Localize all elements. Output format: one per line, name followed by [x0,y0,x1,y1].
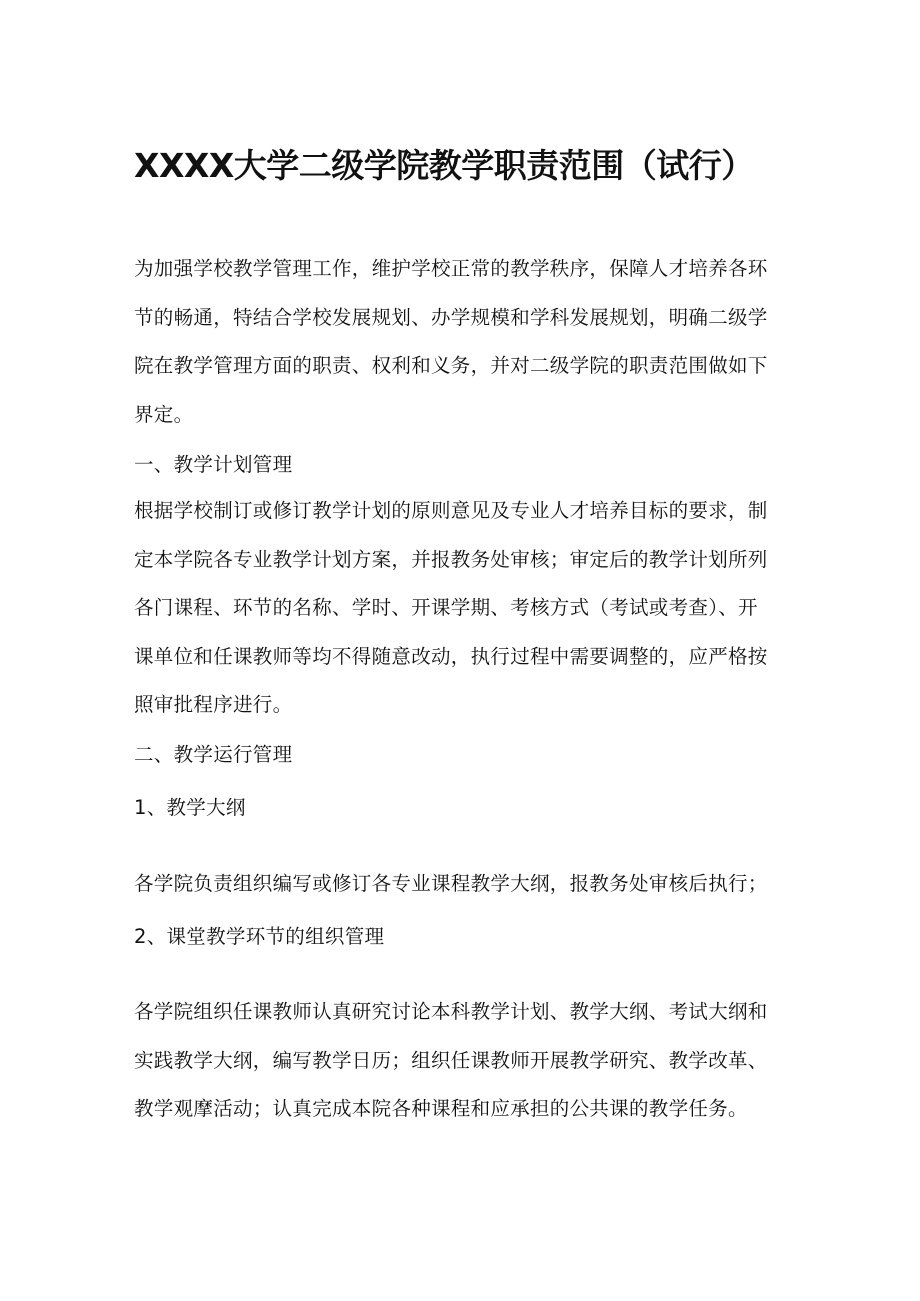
subsection2-paragraph [134,988,794,1134]
section1-line: 各门课程、环节的名称、学时、开课学期、考核方式（考试或考查）、开 [134,596,758,619]
section-heading-teaching-operation: 二、教学运行管理 [134,743,293,766]
subsection-heading-classroom: 2、课堂教学环节的组织管理 [134,925,385,948]
intro-paragraph [134,245,794,439]
intro-line: 为加强学校教学管理工作，维护学校正常的教学秩序，保障人才培养各环 [134,257,768,280]
subsection-heading-syllabus: 1、教学大纲 [134,796,246,819]
subsection2-line: 教学观摩活动；认真完成本院各种课程和应承担的公共课的教学任务。 [134,1097,748,1120]
subsection1-paragraph [134,860,794,909]
intro-line: 院在教学管理方面的职责、权利和义务，并对二级学院的职责范围做如下 [134,354,768,377]
section1-line: 根据学校制订或修订教学计划的原则意见及专业人才培养目标的要求，制 [134,499,768,522]
intro-line: 节的畅通，特结合学校发展规划、办学规模和学科发展规划，明确二级学 [134,305,768,329]
section-heading-teaching-plan: 一、教学计划管理 [134,453,293,476]
section1-line: 定本学院各专业教学计划方案，并报教务处审核；审定后的教学计划所列 [134,547,768,571]
section1-line: 照审批程序进行。 [134,693,293,716]
document-title: XXXX大学二级学院教学职责范围（试行） [134,146,754,185]
section1-paragraph [134,487,794,730]
section1-line: 课单位和任课教师等均不得随意改动，执行过程中需要调整的，应严格按 [134,644,768,668]
subsection2-line: 实践教学大纲，编写教学日历；组织任课教师开展教学研究、教学改革、 [134,1048,768,1072]
intro-line: 界定。 [134,402,194,426]
subsection1-line: 各学院负责组织编写或修订各专业课程教学大纲，报教务处审核后执行； [134,872,768,895]
subsection2-line: 各学院组织任课教师认真研究讨论本科教学计划、教学大纲、考试大纲和 [134,1000,768,1023]
